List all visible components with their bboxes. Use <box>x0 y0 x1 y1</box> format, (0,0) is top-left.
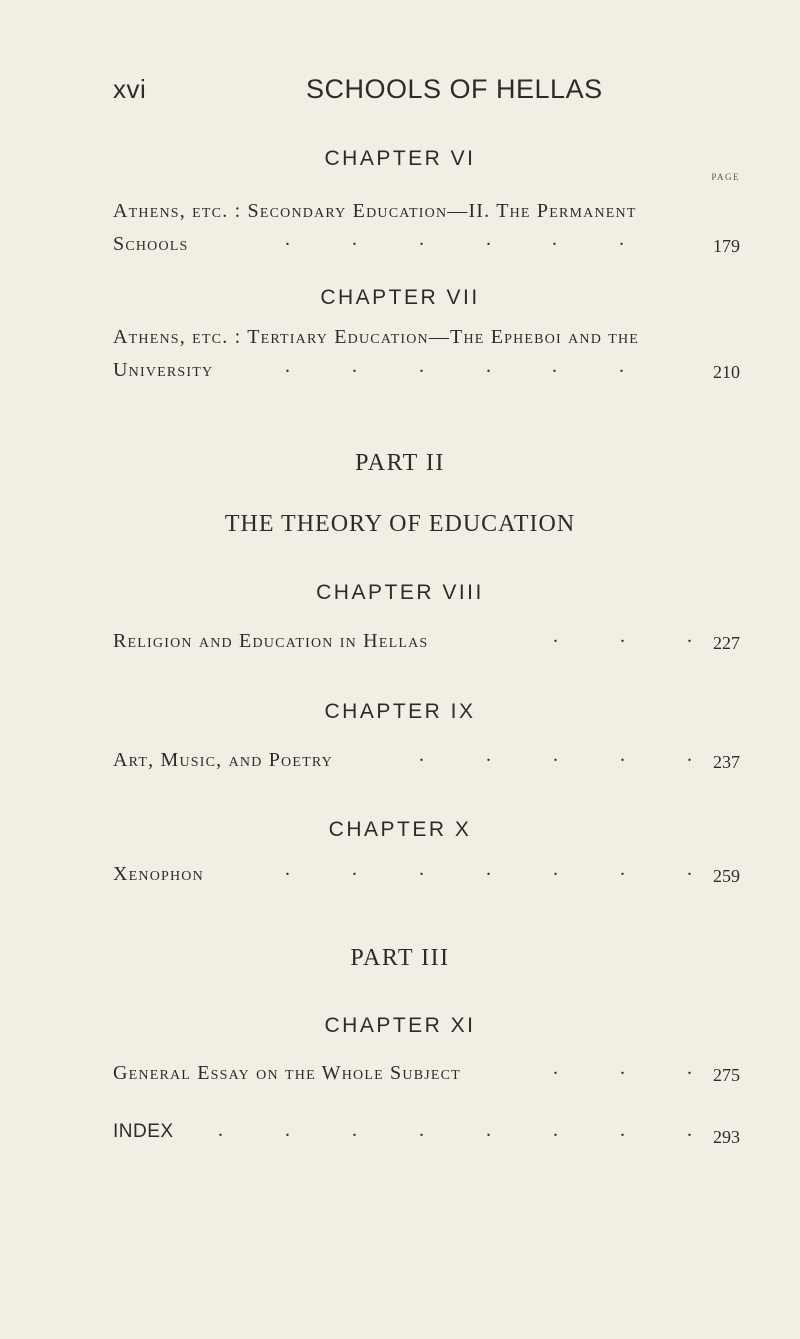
chapter-vi-heading: CHAPTER VI <box>324 147 476 170</box>
chapter-xi-title: General Essay on the Whole Subject <box>113 1062 461 1084</box>
chapter-viii-title: Religion and Education in Hellas <box>113 630 429 652</box>
table-of-contents-page: xvi SCHOOLS OF HELLAS CHAPTER VI PAGE Athens, etc. : Secondary Education—II. The Permanent Schools . . . . . . 179 CHAPTER VII Athens, etc. : Tertiary Education—The Epheboi and the University . . . . . . 210 PART II THE THEORY OF EDUCATION CHAPTER VIII Religion and Education in Hellas . . . 227 CHAPTER IX Art, Music, and Poetry . . . . . 237 CHAPTER X Xenophon . . . . . . . 259 PART III CHAPTER XI General Essay on the Whole Subject . . . 275 INDEX . . . . . . . . 293 <box>0 0 800 1339</box>
chapter-viii-heading: CHAPTER VIII <box>316 581 484 604</box>
chapter-ix-heading: CHAPTER IX <box>324 700 476 723</box>
part-ii-subtitle: THE THEORY OF EDUCATION <box>224 511 576 537</box>
chapter-vii-heading: CHAPTER VII <box>320 286 480 309</box>
chapter-xi-heading: CHAPTER XI <box>324 1014 476 1037</box>
chapter-vi-page: 179 <box>713 236 740 256</box>
index-page: 293 <box>713 1127 740 1147</box>
chapter-viii-page: 227 <box>713 633 740 653</box>
chapter-ix-title: Art, Music, and Poetry <box>113 749 333 771</box>
chapter-x-page: 259 <box>713 866 740 886</box>
page-column-label: PAGE <box>711 172 740 182</box>
running-title: SCHOOLS OF HELLAS <box>306 74 603 104</box>
chapter-ix-page: 237 <box>713 752 740 772</box>
chapter-vii-page: 210 <box>713 362 740 382</box>
index-title: INDEX <box>113 1121 174 1142</box>
chapter-x-title: Xenophon <box>113 863 204 885</box>
chapter-x-heading: CHAPTER X <box>328 818 472 841</box>
chapter-vi-title-line1: Athens, etc. : Secondary Education—II. The Permanent <box>113 200 637 222</box>
chapter-vii-title-line2: University <box>113 359 214 381</box>
page-numeral: xvi <box>113 74 147 104</box>
chapter-xi-page: 275 <box>713 1065 740 1085</box>
part-iii-heading: PART III <box>350 945 450 971</box>
part-ii-heading: PART II <box>355 450 445 476</box>
chapter-vii-title-line1: Athens, etc. : Tertiary Education—The Epheboi and the <box>113 326 640 348</box>
chapter-vi-title-line2: Schools <box>113 233 189 255</box>
